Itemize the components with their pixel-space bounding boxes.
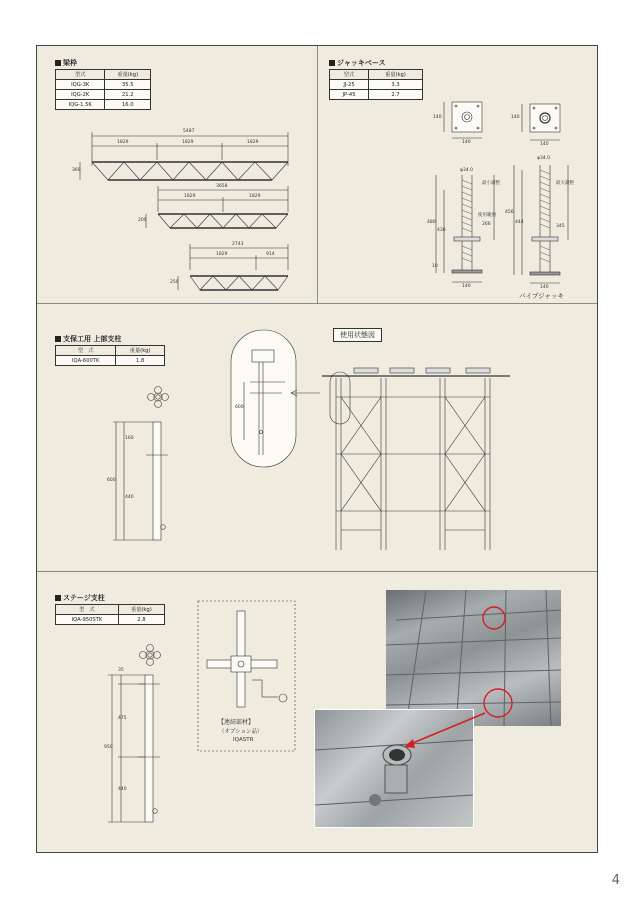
- beam-dim-total-3: 2743: [232, 242, 244, 247]
- jack-phi2: φ34.0: [537, 156, 550, 161]
- table-header: 重量(kg): [369, 70, 423, 80]
- jack-plate-w1: 140: [462, 140, 471, 145]
- jack-adj-label-1: 最小調整: [482, 181, 500, 186]
- stage-title-text: ステージ支柱: [63, 594, 105, 602]
- usage-diagram-label: 使用状態図: [333, 328, 382, 342]
- jack-top-gap: 10: [432, 264, 438, 269]
- jack-title-text: ジャッキベース: [337, 59, 386, 67]
- jack-h1-total: 480: [427, 220, 436, 225]
- table-header: 型 式: [56, 605, 119, 615]
- table-header: 重量(kg): [118, 605, 164, 615]
- jack-h2-total: 456: [505, 210, 514, 215]
- beam-dim-total-2: 3658: [216, 184, 228, 189]
- stage-dim-top: 35: [118, 668, 124, 673]
- jack-h2-b: 444: [515, 220, 524, 225]
- connector-model: IQASTR: [233, 737, 254, 743]
- connector-title: 【連結部材】: [218, 719, 255, 726]
- table-cell: 3.3: [369, 80, 423, 90]
- stage-dim-total: 950: [104, 745, 113, 750]
- shoring-dim-total: 600: [107, 478, 116, 483]
- beam-title-text: 梁枠: [63, 59, 77, 67]
- page-number: 4: [611, 873, 620, 888]
- beam-dim-1b: 1829: [182, 140, 194, 145]
- table-header: 重量(kg): [116, 346, 165, 356]
- jack-adj-label-3: 最大調整: [556, 181, 574, 186]
- table-header: 型式: [56, 70, 105, 80]
- jack-plate-h1: 140: [433, 115, 442, 120]
- table-header: 型式: [330, 70, 369, 80]
- stage-dim-lower: 440: [118, 787, 127, 792]
- beam-dim-2a: 1829: [184, 194, 196, 199]
- table-header: 型 式: [56, 346, 116, 356]
- jack-base-1: 140: [462, 284, 471, 289]
- table-header: 重量(kg): [105, 70, 151, 80]
- jack-base-2: 140: [540, 285, 549, 290]
- pipe-jack-label: パイプジャッキ: [519, 292, 564, 300]
- beam-dim-2h: 200: [138, 218, 147, 223]
- shoring-dim-upper: 160: [125, 436, 134, 441]
- beam-dim-3h: 250: [170, 280, 179, 285]
- table-cell: 21.2: [105, 90, 151, 100]
- jack-h2-c: 345: [556, 224, 565, 229]
- jack-plate-h2: 140: [511, 115, 520, 120]
- stage-dim-upper: 475: [118, 716, 127, 721]
- jack-phi1: φ34.0: [460, 168, 473, 173]
- jack-plate-w2: 140: [540, 142, 549, 147]
- shoring-dim-lower: 440: [125, 495, 134, 500]
- table-cell: 2.8: [118, 615, 164, 625]
- table-cell: IQG-2K: [56, 90, 105, 100]
- jack-h1-b: 430: [437, 228, 446, 233]
- beam-dim-3a: 1829: [216, 252, 228, 257]
- table-cell: IQA-600TK: [56, 356, 116, 366]
- table-cell: 35.5: [105, 80, 151, 90]
- table-cell: 16.0: [105, 100, 151, 110]
- table-cell: 1.8: [116, 356, 165, 366]
- beam-dim-total-1: 5487: [183, 129, 195, 134]
- beam-dim-1h: 369: [72, 168, 81, 173]
- shoring-title-text: 支保工用 上部支柱: [63, 335, 122, 343]
- table-cell: IQG-1.5K: [56, 100, 105, 110]
- table-cell: JJ-25: [330, 80, 369, 90]
- beam-dim-3b: 914: [266, 252, 275, 257]
- shoring-detail-dim: 600: [235, 405, 244, 410]
- beam-dim-2b: 1829: [249, 194, 261, 199]
- jack-adj-label-2: 使用範囲: [478, 213, 496, 218]
- beam-dim-1c: 1829: [247, 140, 259, 145]
- beam-dim-1a: 1829: [117, 140, 129, 145]
- table-cell: IQG-3K: [56, 80, 105, 90]
- table-cell: JP-45: [330, 90, 369, 100]
- jack-h1-c: 266: [482, 222, 491, 227]
- connector-subtitle: （オプション品）: [219, 729, 263, 735]
- table-cell: 2.7: [369, 90, 423, 100]
- table-cell: IQA-950STK: [56, 615, 119, 625]
